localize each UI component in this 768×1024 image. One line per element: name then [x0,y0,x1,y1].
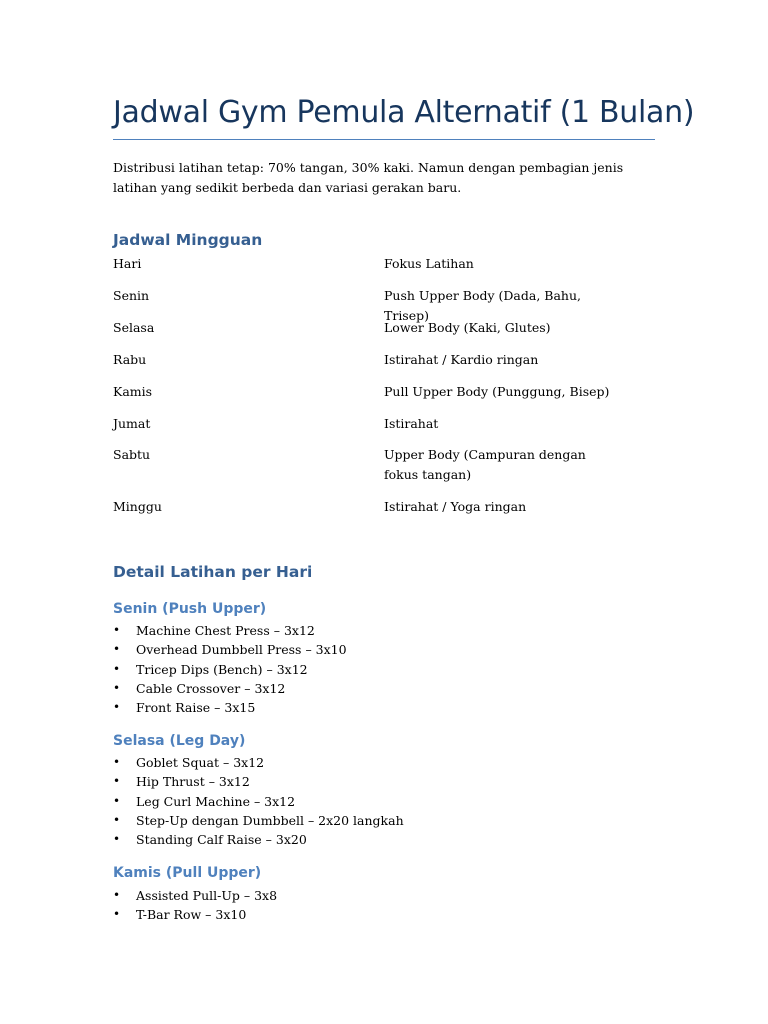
section-heading-kamis: Kamis (Pull Upper) [113,865,262,881]
bullet-icon: • [113,812,121,827]
table-row-focus: Lower Body (Kaki, Glutes) [384,320,551,335]
exercise-text: Leg Curl Machine – 3x12 [136,793,296,809]
exercise-text: Machine Chest Press – 3x12 [136,623,315,638]
bullet-icon: • [113,680,121,695]
exercise-text: Standing Calf Raise – 3x20 [136,832,307,847]
table-row-focus: Istirahat / Yoga ringan [384,499,527,514]
exercise-list-kamis [113,886,277,925]
list-item [113,811,404,830]
bullet-icon: • [113,907,121,922]
list-item [113,905,277,924]
table-row-day: Jumat [113,416,151,431]
bullet-icon: • [113,832,121,846]
intro-paragraph: Distribusi latihan tetap: 70% tangan, 30% kaki. Namun dengan pembagian jenis latihan yang sedikit berbeda dan variasi gerakan baru. [113,160,624,195]
table-row-day: Rabu [113,352,147,367]
table-row-day: Minggu [113,499,162,514]
list-item [113,886,277,905]
exercise-list-senin [113,621,347,717]
exercise-text: Hip Thrust – 3x12 [136,774,250,790]
bullet-icon: • [113,700,121,714]
document-title: Jadwal Gym Pemula Alternatif (1 Bulan) [113,95,695,130]
table-row-day: Kamis [113,384,153,399]
table-row-focus: Istirahat [384,416,439,431]
exercise-text: Goblet Squat – 3x12 [136,755,265,770]
exercise-text: T-Bar Row – 3x10 [136,907,247,923]
table-header-day: Hari [113,256,142,271]
exercise-text: Step-Up dengan Dumbbell – 2x20 langkah [136,812,404,828]
table-row-focus: Upper Body (Campuran dengan fokus tangan) [384,447,586,482]
bullet-icon: • [113,623,121,637]
list-item [113,753,404,772]
table-row-focus: Push Upper Body (Dada, Bahu, Trisep) [384,288,581,323]
daily-detail-heading: Detail Latihan per Hari [113,563,313,581]
table-row-focus: Istirahat / Kardio ringan [384,352,539,367]
bullet-icon: • [113,774,121,789]
bullet-icon: • [113,661,121,676]
title-underline [113,139,655,140]
exercise-text: Overhead Dumbbell Press – 3x10 [136,642,347,658]
exercise-text: Assisted Pull-Up – 3x8 [136,888,278,903]
exercise-text: Tricep Dips (Bench) – 3x12 [136,661,308,677]
list-item [113,640,347,659]
table-row-day: Sabtu [113,447,151,462]
list-item [113,792,404,811]
list-item [113,679,347,698]
list-item [113,621,347,640]
exercise-list-selasa [113,753,404,849]
list-item [113,698,347,717]
list-item [113,830,404,849]
section-heading-selasa: Selasa (Leg Day) [113,733,246,749]
section-heading-senin: Senin (Push Upper) [113,601,267,617]
bullet-icon: • [113,888,121,902]
bullet-icon: • [113,793,121,808]
exercise-text: Front Raise – 3x15 [136,700,256,715]
table-row-focus: Pull Upper Body (Punggung, Bisep) [384,384,610,399]
bullet-icon: • [113,642,121,657]
exercise-text: Cable Crossover – 3x12 [136,680,286,696]
table-row-day: Senin [113,288,150,303]
weekly-schedule-heading: Jadwal Mingguan [113,231,263,249]
list-item [113,772,404,791]
table-row-day: Selasa [113,320,155,335]
bullet-icon: • [113,755,121,769]
list-item [113,660,347,679]
table-header-focus: Fokus Latihan [384,256,474,271]
